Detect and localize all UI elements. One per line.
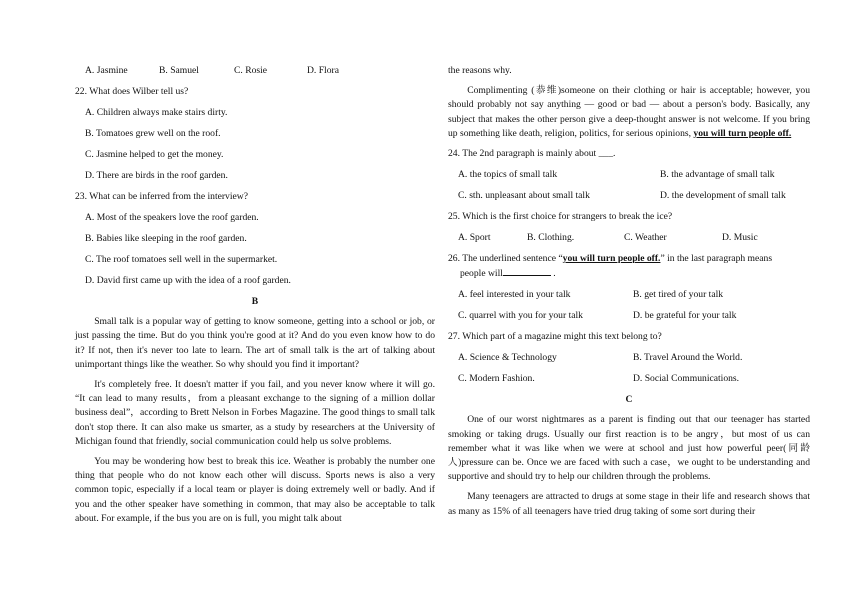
q27-option-c: C. Modern Fashion. (458, 373, 535, 385)
q27-option-d: D. Social Communications. (633, 373, 740, 385)
q21-option-c: C. Rosie (234, 65, 268, 76)
passage-c-paragraph-1: One of our worst nightmares as a parent is finding out that our teenager has started smoking or taking drugs. Usually our first reaction is to be angry，but most of us can remember what it was like when we were at school and just how powerful peer(同龄人)pressure can be. Once we are faced with such a case，we ought to be understanding and supportive and should try to help our children through the problems. (448, 414, 810, 483)
q25-option-d: D. Music (722, 232, 758, 244)
q22-stem: 22. What does Wilber tell us? (75, 86, 189, 97)
q23-stem: 23. What can be inferred from the interview? (75, 191, 248, 202)
q26-options-row-1 (458, 288, 810, 302)
q24-option-b: B. the advantage of small talk (660, 169, 775, 181)
q26-stem-after: ” in the last paragraph means (660, 253, 773, 265)
q25-stem: 25. Which is the first choice for strangers to break the ice? (448, 211, 673, 223)
section-b-heading: B (251, 296, 259, 307)
passage-b-paragraph-1: Small talk is a popular way of getting to know someone, getting into a school or job, or just passing the time. But do you think you're good at it? And do you even know how to do it? If not, then it's never too late to learn. The art of small talk is the art of talking about unimportant things like the weather. So why should you find it important? (75, 316, 435, 370)
passage-c-paragraph-2: Many teenagers are attracted to drugs at some stage in their life and research shows that as many as 15% of all teenagers have tried drug taking of some sort during their (448, 491, 810, 517)
q25-option-b: B. Clothing. (527, 232, 575, 244)
q26-option-a: A. feel interested in your talk (458, 289, 571, 301)
q23-option-d: D. David first came up with the idea of a roof garden. (85, 275, 291, 286)
q23-option-b: B. Babies like sleeping in the roof garden. (85, 233, 247, 244)
passage-b-paragraph-2: It's completely free. It doesn't matter if you fail, and you never know where it will go. “It can lead to many results，from a pleasant exchange to the signing of a million dollar business deal”，according to Brett Nelson in Forbes Magazine. The good things to small talk don't stop there. It can also make us smarter, as a study by researchers at the University of Michigan found that friendly, social communication could help us solve problems. (75, 379, 435, 447)
q22-option-c: C. Jasmine helped to get the money. (85, 149, 224, 160)
passage-b-paragraph-4 (448, 84, 810, 141)
q26-stem-before: 26. The underlined sentence “ (448, 253, 563, 265)
section-c-heading: C (625, 394, 633, 406)
q24-option-d: D. the development of small talk (660, 190, 786, 202)
q24-stem: 24. The 2nd paragraph is mainly about ___. (448, 148, 616, 160)
passage-b-continuation: the reasons why. (448, 65, 512, 76)
q21-option-a: A. Jasmine (85, 65, 128, 76)
q24-option-c: C. sth. unpleasant about small talk (458, 190, 590, 202)
q25-option-a: A. Sport (458, 232, 491, 244)
q21-option-b: B. Samuel (159, 65, 199, 76)
q26-options-row-2 (458, 309, 810, 323)
q23-option-c: C. The roof tomatoes sell well in the supermarket. (85, 254, 278, 265)
underlined-sentence: you will turn people off. (693, 127, 792, 139)
q26-option-c: C. quarrel with you for your talk (458, 310, 583, 322)
q26-stem-line2: people will (460, 268, 503, 280)
q23-option-a: A. Most of the speakers love the roof garden. (85, 212, 259, 223)
q25-option-c: C. Weather (624, 232, 667, 244)
q22-option-a: A. Children always make stairs dirty. (85, 107, 228, 118)
q26-stem-underlined: you will turn people off. (562, 253, 661, 265)
q22-option-b: B. Tomatoes grew well on the roof. (85, 128, 221, 139)
right-column (448, 64, 810, 525)
q27-option-a: A. Science & Technology (458, 352, 557, 364)
q26-option-b: B. get tired of your talk (633, 289, 724, 301)
q24-option-a: A. the topics of small talk (458, 169, 558, 181)
q27-options-row-1 (458, 351, 810, 365)
q25-options (458, 231, 810, 245)
q21-option-d: D. Flora (307, 65, 339, 76)
q22-option-d: D. There are birds in the roof garden. (85, 170, 228, 181)
q26-option-d: D. be grateful for your talk (633, 310, 737, 322)
q26-stem (448, 252, 810, 281)
passage-b-paragraph-3: You may be wondering how best to break this ice. Weather is probably the number one thing that people who do not know each other will discuss. Sports news is also a very common topic, especially if a local team or player is doing extremely well or badly. And if you and the other speaker have something in common, that may also be acceptable to talk about. For example, if the bus you are on is full, you might talk about (75, 456, 435, 524)
left-column (75, 64, 435, 532)
q21-options (85, 64, 435, 78)
q27-options-row-2 (458, 372, 810, 386)
q24-options-row-2 (458, 189, 810, 203)
q27-option-b: B. Travel Around the World. (633, 352, 743, 364)
q26-blank[interactable] (503, 266, 551, 276)
q24-options-row-1 (458, 168, 810, 182)
compliment-text: Complimenting (恭维)someone on their clothing or hair is acceptable; however, you should probably not say anything — good or bad — about a person's body. Basically, any subject that makes the other person give a deep-thought answer is not welcome. If you bring up something like death, religion, politics, for serious opinions, (448, 85, 810, 139)
q26-stem-end: . (550, 268, 556, 280)
q27-stem: 27. Which part of a magazine might this text belong to? (448, 331, 662, 343)
